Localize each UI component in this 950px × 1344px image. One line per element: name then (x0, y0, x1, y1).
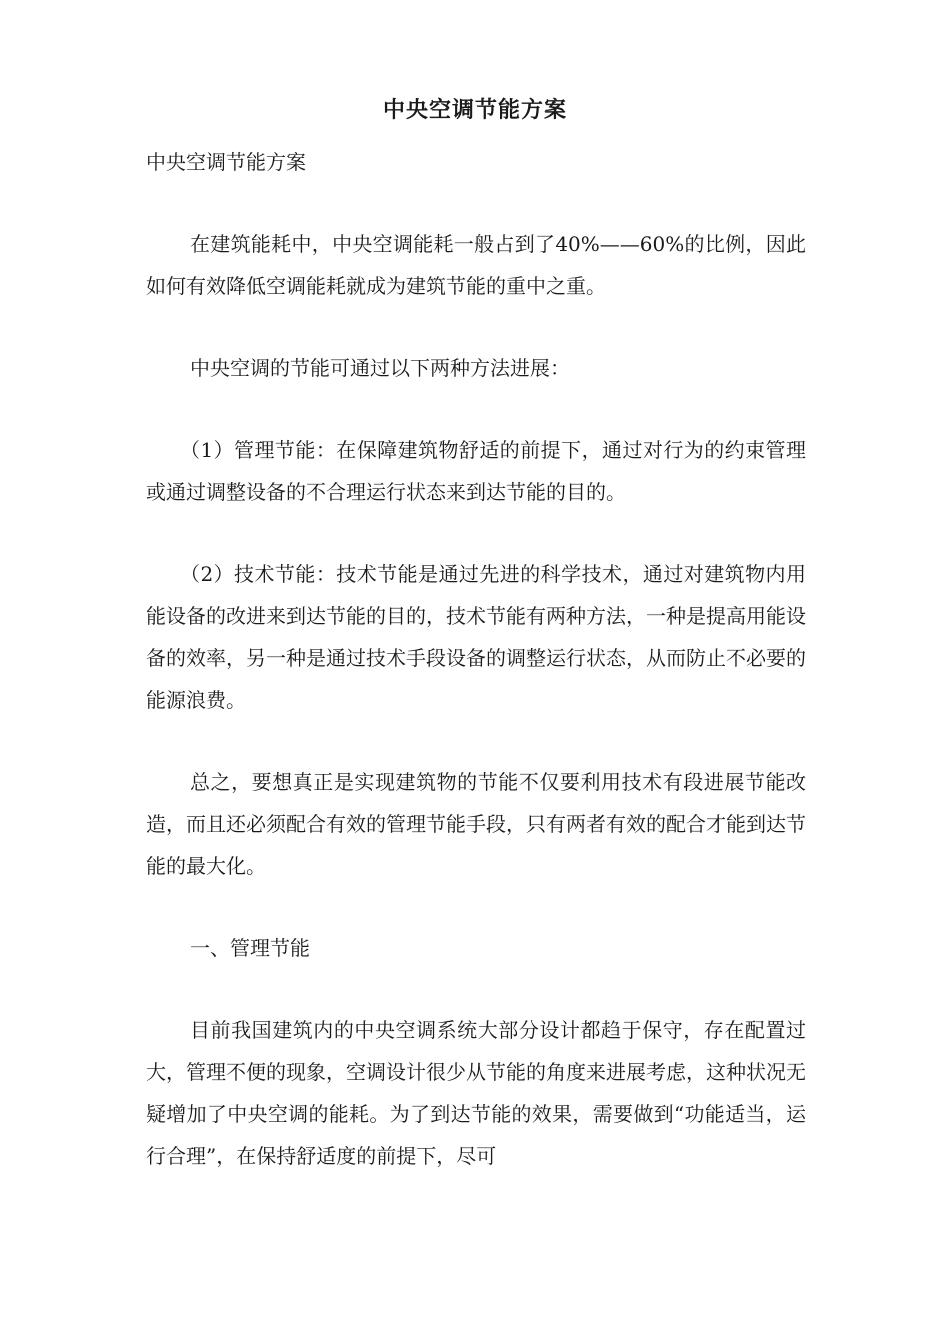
intro-paragraph: 在建筑能耗中，中央空调能耗一般占到了40%——60%的比例，因此如何有效降低空调能耗就成为建筑节能的重中之重。 (146, 232, 806, 298)
document-body (146, 141, 806, 1177)
technical-saving-paragraph: （2）技术节能：技术节能是通过先进的科学技术，通过对建筑物内用能设备的改进来到达节能的目的，技术节能有两种方法，一种是提高用能设备的效率，另一种是通过技术手段设备的调整运行状态，从而防止不必要的能源浪费。 (146, 562, 806, 712)
management-detail-paragraph: 目前我国建筑内的中央空调系统大部分设计都趋于保守，存在配置过大，管理不便的现象，空调设计很少从节能的角度来进展考虑，这种状况无疑增加了中央空调的能耗。为了到达节能的效果，需要做到“功能适当，运行合理”，在保持舒适度的前提下，尽可 (146, 1018, 806, 1168)
subtitle-paragraph: 中央空调节能方案 (146, 150, 306, 174)
document-title: 中央空调节能方案 (382, 97, 567, 123)
management-saving-paragraph: （1）管理节能：在保障建筑物舒适的前提下，通过对行为的约束管理或通过调整设备的不合理运行状态来到达节能的目的。 (146, 438, 806, 504)
section-heading-management: 一、管理节能 (190, 936, 310, 960)
methods-paragraph: 中央空调的节能可通过以下两种方法进展： (190, 356, 570, 380)
summary-paragraph: 总之，要想真正是实现建筑物的节能不仅要利用技术有段进展节能改造，而且还必须配合有效的管理节能手段，只有两者有效的配合才能到达节能的最大化。 (146, 770, 806, 878)
